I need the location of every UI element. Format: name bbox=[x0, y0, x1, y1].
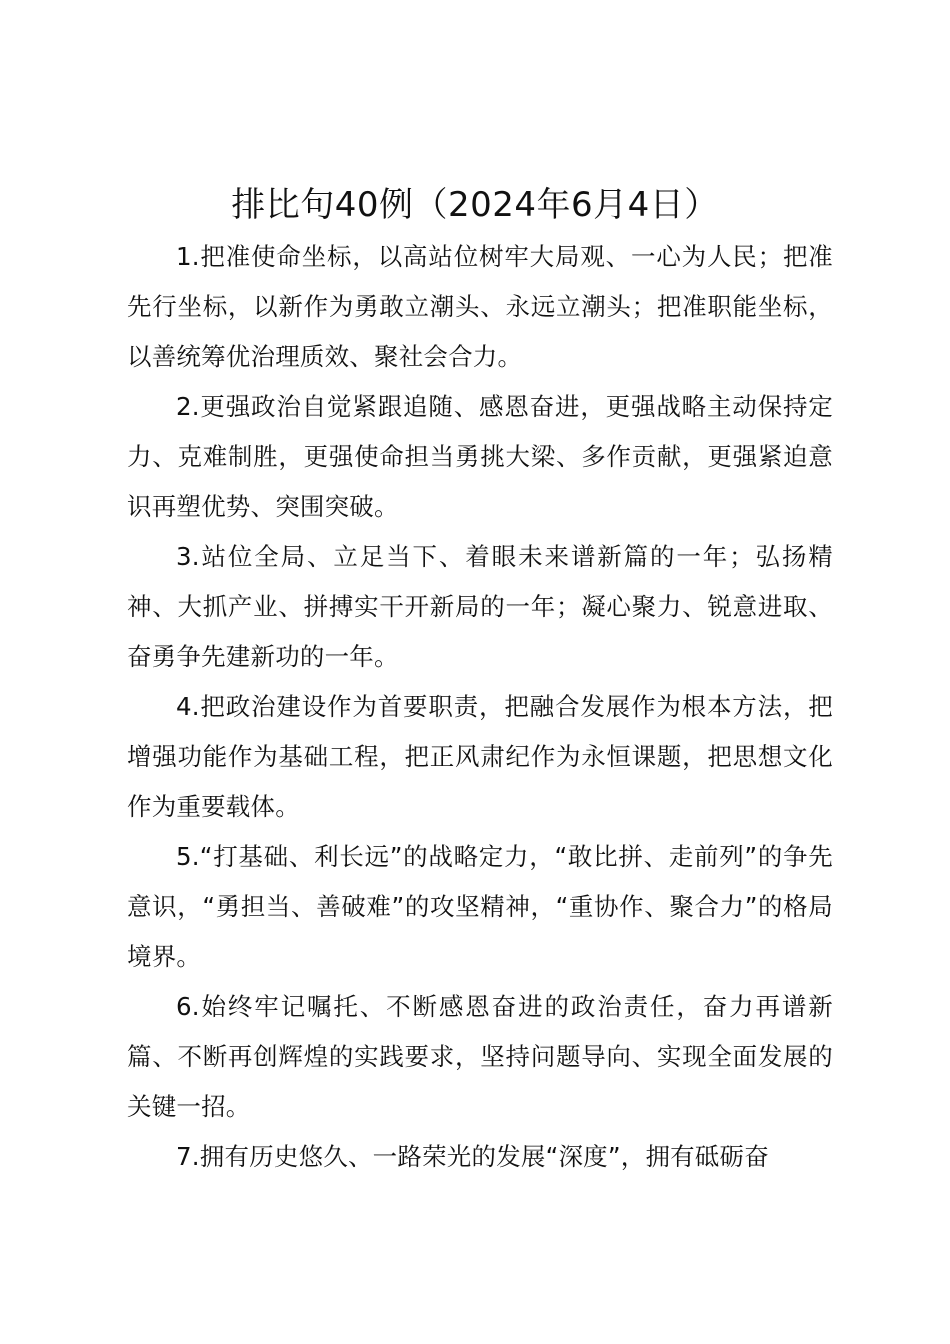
paragraph-3: 3.站位全局、立足当下、着眼未来谱新篇的一年；弘扬精神、大抓产业、拼搏实干开新局的一年；凝心聚力、锐意进取、奋勇争先建新功的一年。 bbox=[127, 542, 833, 671]
paragraph-7: 7.拥有历史悠久、一路荣光的发展“深度”，拥有砥砺奋 bbox=[176, 1142, 769, 1171]
paragraph-2: 2.更强政治自觉紧跟追随、感恩奋进，更强战略主动保持定力、克难制胜，更强使命担当勇挑大梁、多作贡献，更强紧迫意识再塑优势、突围突破。 bbox=[127, 392, 833, 521]
paragraph-5: 5.“打基础、利长远”的战略定力，“敢比拼、走前列”的争先意识，“勇担当、善破难”的攻坚精神，“重协作、聚合力”的格局境界。 bbox=[127, 842, 833, 971]
paragraph-1: 1.把准使命坐标，以高站位树牢大局观、一心为人民；把准先行坐标，以新作为勇敢立潮头、永远立潮头；把准职能坐标，以善统筹优治理质效、聚社会合力。 bbox=[127, 242, 833, 371]
paragraph-4: 4.把政治建设作为首要职责，把融合发展作为根本方法，把增强功能作为基础工程，把正风肃纪作为永恒课题，把思想文化作为重要载体。 bbox=[127, 692, 833, 821]
document-title: 排比句40例（2024年6月4日） bbox=[231, 185, 719, 225]
document-body bbox=[127, 232, 833, 1182]
paragraph-6: 6.始终牢记嘱托、不断感恩奋进的政治责任，奋力再谱新篇、不断再创辉煌的实践要求，坚持问题导向、实现全面发展的关键一招。 bbox=[127, 992, 833, 1121]
